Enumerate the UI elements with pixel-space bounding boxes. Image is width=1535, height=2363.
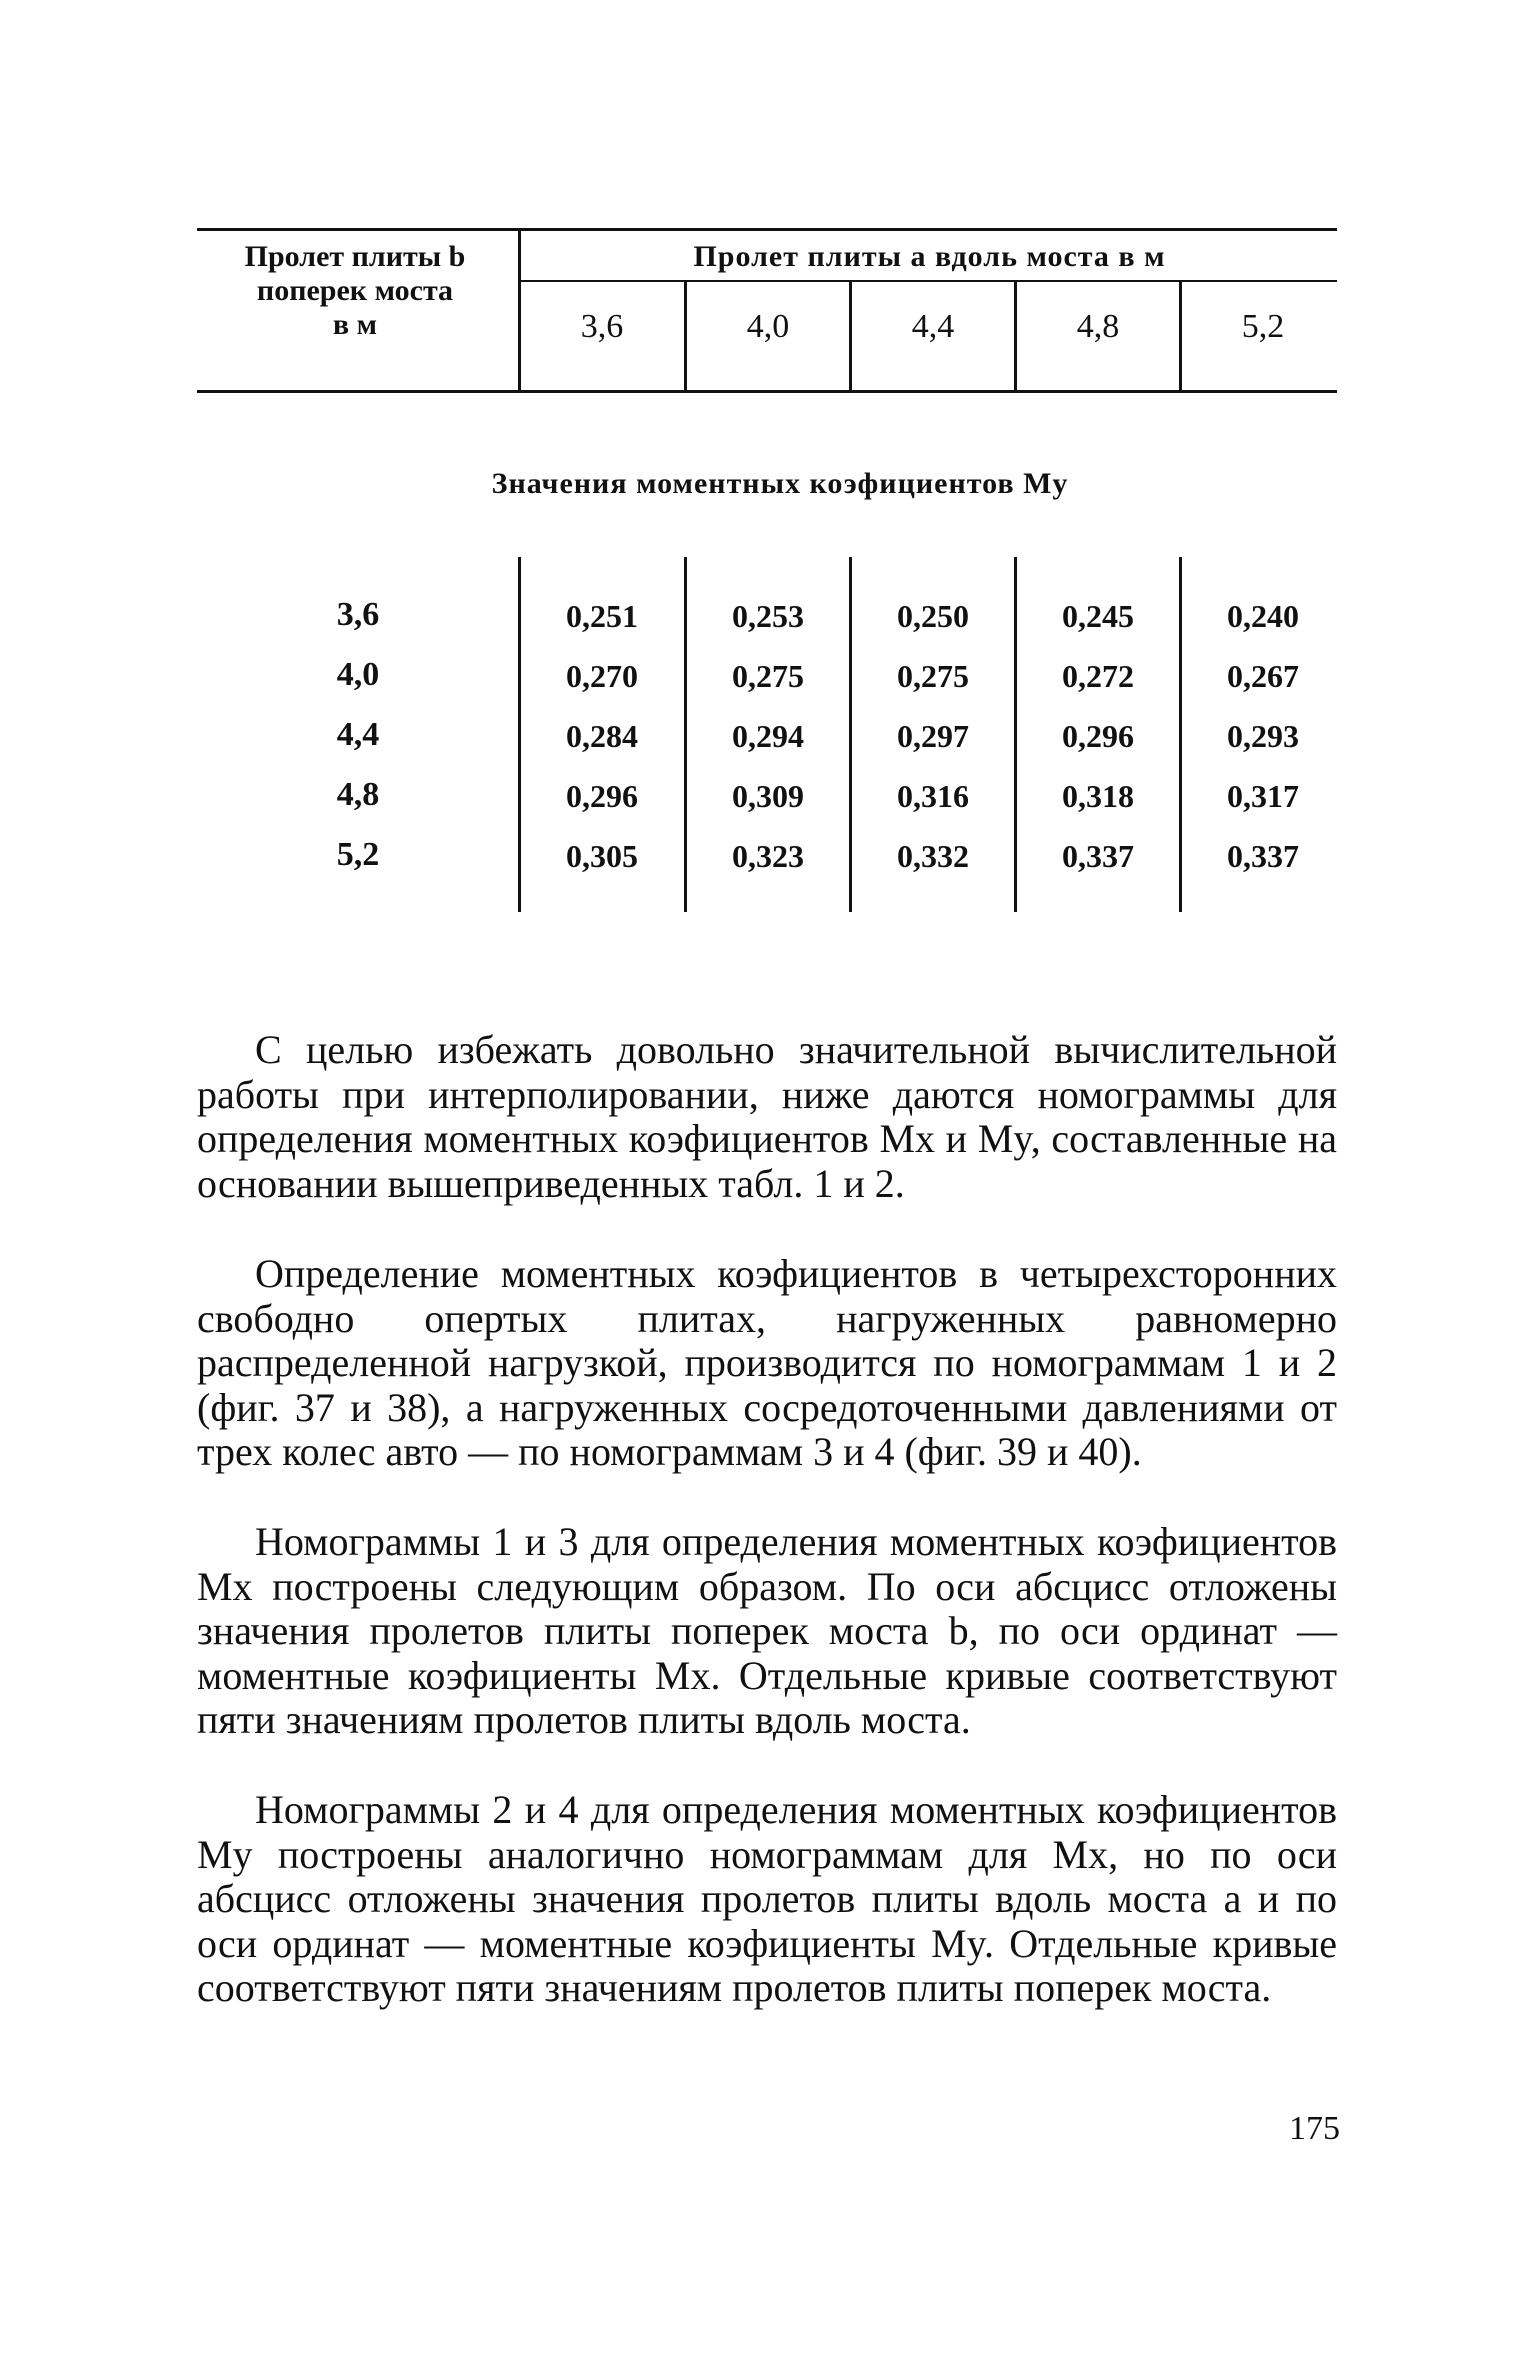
table-cell: 0,270 [566, 658, 638, 694]
page-number: 175 [1289, 2110, 1340, 2147]
table-cell: 0,296 [1062, 718, 1134, 754]
header-column-label: 5,2 [1241, 308, 1285, 345]
section-title: Значения моментных коэфициентов My [491, 467, 1069, 500]
table-cell: 0,275 [897, 658, 969, 694]
table-cell: 0,305 [566, 838, 638, 874]
table-cell: 0,293 [1227, 718, 1299, 754]
table-cell: 0,275 [732, 658, 804, 694]
table-row-label: 5,2 [336, 836, 380, 873]
table-cell: 0,316 [897, 778, 969, 814]
table-cell: 0,297 [897, 718, 969, 754]
table-row-label: 3,6 [336, 596, 380, 633]
table-cell: 0,296 [566, 778, 638, 814]
table-cell: 0,337 [1227, 838, 1299, 874]
table-header-bottom-rule [197, 390, 1337, 393]
header-span-rule [518, 280, 1337, 282]
header-column-label: 4,8 [1076, 308, 1120, 345]
table-row-label: 4,4 [336, 716, 380, 753]
table-cell: 0,272 [1062, 658, 1134, 694]
table-cell: 0,337 [1062, 838, 1134, 874]
table-cell: 0,332 [897, 838, 969, 874]
header-span-label: Пролет плиты a вдоль моста в м [693, 240, 1166, 273]
table-cell: 0,294 [732, 718, 804, 754]
header-left-line: в м [332, 308, 378, 341]
header-left-line: поперек моста [256, 274, 454, 307]
header-column-label: 3,6 [580, 308, 624, 345]
header-column-label: 4,4 [911, 308, 955, 345]
table-cell: 0,251 [566, 598, 638, 634]
paragraph: Номограммы 2 и 4 для определения моментных коэфициентов My построены аналогично номограммам для Mx, но по оси абсцисс отложены значения пролетов плиты вдоль моста a и по оси ординат — моментные коэфициенты My. Отдельные кривые соответствуют пяти значениям пролетов плиты поперек моста. [197, 1787, 1337, 2010]
table-cell: 0,317 [1227, 778, 1299, 814]
table-cell: 0,318 [1062, 778, 1134, 814]
table-top-rule [197, 228, 1337, 231]
table-row-label: 4,8 [336, 776, 380, 813]
paragraph: Определение моментных коэфициентов в четырехсторонних свободно опертых плитах, нагруженных равномерно распределенной нагрузкой, производится по номограммам 1 и 2 (фиг. 37 и 38), а нагруженных сосредоточенными давлениями от трех колес авто — по номограммам 3 и 4 (фиг. 39 и 40). [197, 1251, 1337, 1474]
table-cell: 0,240 [1227, 598, 1299, 634]
header-column-label: 4,0 [746, 308, 790, 345]
table-cell: 0,253 [732, 598, 804, 634]
paragraph: Номограммы 1 и 3 для определения моментных коэфициентов Mx построены следующим образом. По оси абсцисс отложены значения пролетов плиты поперек моста b, по оси ординат — моментные коэфициенты Mx. Отдельные кривые соответствуют пяти значениям пролетов плиты вдоль моста. [197, 1519, 1337, 1742]
table-cell: 0,323 [732, 838, 804, 874]
table-cell: 0,309 [732, 778, 804, 814]
table-cell: 0,284 [566, 718, 638, 754]
header-left-line: Пролет плиты b [244, 240, 466, 273]
table-cell: 0,245 [1062, 598, 1134, 634]
table-cell: 0,267 [1227, 658, 1299, 694]
paragraph: С целью избежать довольно значительной вычислительной работы при интерполировании, ниже даются номограммы для определения моментных коэфициентов Mx и My, составленные на основании вышеприведенных табл. 1 и 2. [197, 1027, 1337, 1206]
table-row-label: 4,0 [336, 656, 380, 693]
header-left-label [200, 240, 510, 342]
table-cell: 0,250 [897, 598, 969, 634]
